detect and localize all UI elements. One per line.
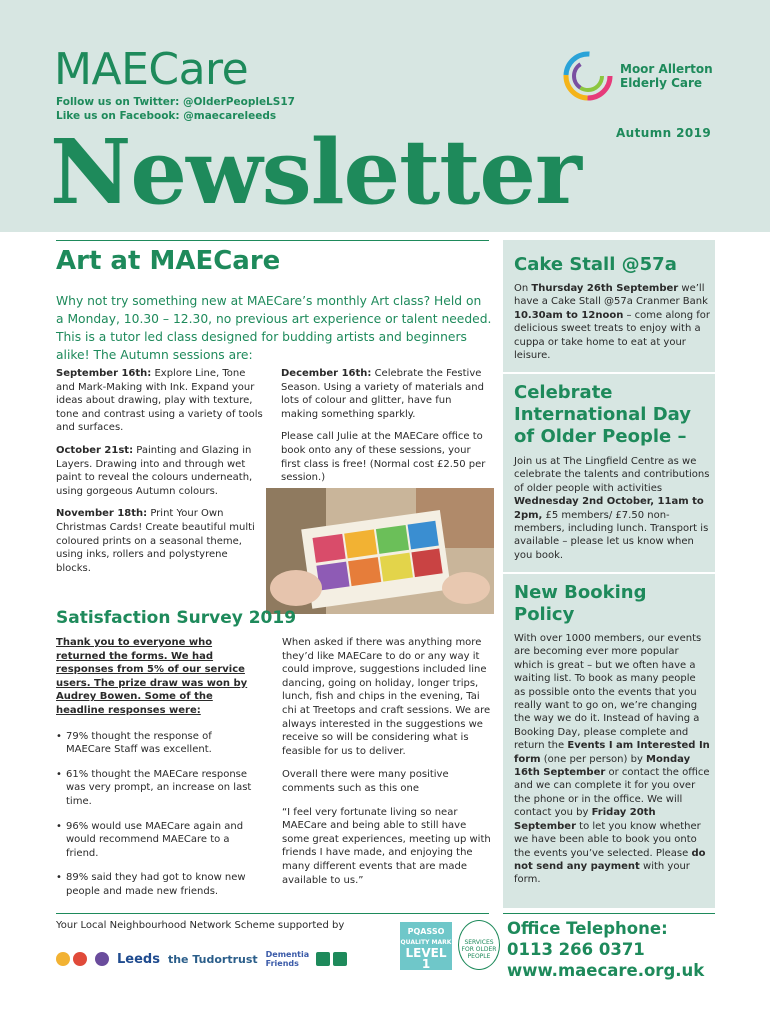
list-item: • 79% thought the response of MAECare Staff was excellent.	[56, 730, 252, 757]
art-sessions-left	[56, 367, 264, 584]
art-session: October 21st: Painting and Glazing in Layers. Drawing into and through wet paint to reveal the colours underneath, using gorgeous Autumn colours.	[56, 444, 253, 497]
art-class-photo	[266, 488, 494, 614]
sponsor-logos	[56, 944, 396, 974]
art-session: September 16th: Explore Line, Tone and Mark-Making with Ink. Expand your ideas about drawing, play with texture, tone and contrast using a variety of tools and surfaces.	[56, 368, 263, 434]
community-fund-icon	[95, 952, 109, 966]
art-sessions-right	[281, 367, 491, 494]
footer-rule	[503, 913, 715, 914]
sponsor-badge-icon	[73, 952, 87, 966]
art-intro: Why not try something new at MAECare’s monthly Art class? Held on a Monday, 10.30 – 12.30, no previous art experience or talent needed. This is a tutor led class designed for budding artists and beginners alike! The Autumn sessions are:	[56, 294, 492, 362]
office-phone-number[interactable]: 0113 266 0371	[507, 940, 645, 959]
survey-lead: Thank you to everyone who returned the forms. We had responses from 5% of our service users. The prize draw was won by Audrey Bowen. Some of the headline responses were:	[56, 637, 248, 716]
tudortrust-logo: the Tudortrust	[167, 952, 258, 966]
art-section-title: Art at MAECare	[56, 246, 281, 276]
idop-title: Celebrate International Day of Older People –	[514, 382, 691, 447]
cake-stall-title: Cake Stall @57a	[514, 254, 677, 275]
sponsor-badge-icon	[56, 952, 70, 966]
sponsor-logo	[95, 952, 109, 966]
survey-title: Satisfaction Survey 2019	[56, 608, 297, 628]
idop-text: Join us at The Lingfield Centre as we celebrate the talents and contributions of older people with activities Wednesday 2nd October, 11am to 2pm, £5 members/ £7.50 non-members, including lunch. Transport is available – please let us know when you book.	[514, 456, 710, 561]
cake-stall-text: On Thursday 26th September we’ll have a Cake Stall @57a Cranmer Bank 10.30am to 12noon – come along for delicious sweet treats to enjoy with a cuppa or take home to eat at your leisure.	[514, 283, 710, 362]
art-session: December 16th: Celebrate the Festive Season. Using a variety of materials and lots of colour and glitter, have fun making something sparkly.	[281, 368, 484, 420]
office-telephone-label: Office Telephone:	[507, 919, 668, 938]
art-session: November 18th: Print Your Own Christmas Cards! Create beautiful multi coloured prints on a seasonal theme, using inks, rollers and polystyrene blocks.	[56, 508, 255, 574]
issue-season: Autumn 2019	[616, 126, 712, 140]
list-item: • 89% said they had got to know new people and made new friends.	[56, 871, 252, 898]
sponsor-badge-icon	[333, 952, 347, 966]
sponsor-badge-icon	[316, 952, 330, 966]
twitter-link[interactable]: Follow us on Twitter: @OlderPeopleLS17	[56, 96, 295, 108]
newsletter-title: Newsletter	[50, 119, 581, 224]
brand-name: MAECare	[54, 44, 249, 95]
footer-rule	[56, 913, 489, 914]
list-item: • 61% thought the MAECare response was very prompt, an increase on last time.	[56, 768, 252, 809]
organisation-name: Moor Allerton Elderly Care	[620, 62, 713, 90]
section-rule	[56, 240, 489, 241]
survey-comments-intro: Overall there were many positive comments such as this one	[282, 769, 449, 794]
art-booking-info: Please call Julie at the MAECare office to book onto any of these sessions, your first class is free! (Normal cost £2.50 per session.)	[281, 431, 486, 484]
booking-policy-title: New Booking Policy	[514, 582, 647, 625]
survey-suggestions: When asked if there was anything more they’d like MAECare to do or any way it could improve, suggestions included line dancing, going on holiday, longer trips, lunch, fish and chips in the evening, Tai chi at Treetops and craft sessions. We are always interested in the suggestions we receive so will be considering what is feasible for us to deliver.	[282, 637, 491, 757]
maecare-logo-icon	[562, 50, 614, 102]
website-link[interactable]: www.maecare.org.uk	[507, 961, 705, 980]
pqasso-badge: PQASSO QUALITY MARK LEVEL 1	[400, 922, 452, 970]
sponsor-logo	[316, 952, 347, 966]
survey-quote: “I feel very fortunate living so near MAECare and being able to still have some great experiences, meeting up with friends I have made, and enjoying the many different events that are made available to us.”	[282, 806, 491, 886]
facebook-link[interactable]: Like us on Facebook: @maecareleeds	[56, 110, 277, 122]
survey-results	[56, 636, 252, 910]
booking-policy-text: With over 1000 members, our events are becoming ever more popular which is great – but we often have a waiting list. To book as many people as possible onto the events that you really want to go on, we’re changing the way we do it. Instead of having a Booking Day, please complete and return the Events I am Interested In form (one per person) by Monday 16th September or contact the office and we can complete it for you over the phone or in the office. We will contact you by Friday 20th September to let you know whether we have been able to book you onto the events you’ve selected. Please do not send any payment with your form.	[514, 633, 710, 886]
office-contact	[507, 918, 704, 981]
survey-bullets	[56, 730, 252, 899]
sidebar-divider	[503, 372, 715, 374]
dementia-friends-logo: Dementia Friends	[265, 950, 310, 968]
survey-comments	[282, 636, 492, 897]
sponsor-logo	[56, 952, 87, 966]
leeds-logo: Leeds	[117, 951, 160, 967]
services-award-badge: SERVICES FOR OLDER PEOPLE	[458, 920, 500, 970]
list-item: • 96% would use MAECare again and would recommend MAECare to a friend.	[56, 820, 252, 861]
support-statement: Your Local Neighbourhood Network Scheme supported by	[56, 920, 345, 931]
sidebar-divider	[503, 572, 715, 574]
